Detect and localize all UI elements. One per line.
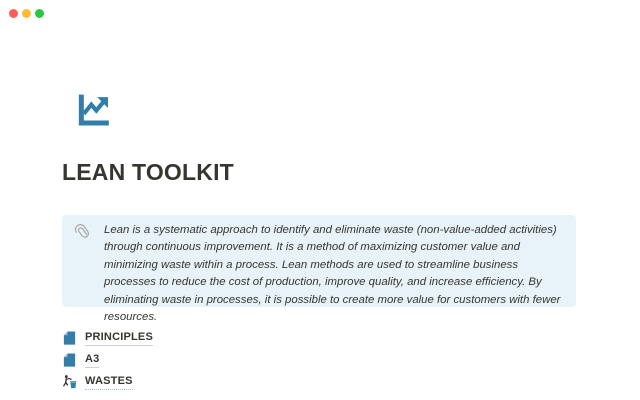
link-wastes[interactable] [62,374,153,390]
window-titlebar [9,9,44,18]
page-icon [62,352,77,368]
chart-increasing-icon[interactable] [73,90,113,131]
paperclip-icon [72,223,90,241]
link-label: PRINCIPLES [85,330,153,346]
close-button[interactable] [9,9,18,18]
link-a3[interactable] [62,352,153,368]
minimize-button[interactable] [22,9,31,18]
link-label: WASTES [85,374,133,390]
callout-text[interactable]: Lean is a systematic approach to identify and eliminate waste (non-value-added activities) through continuous improvement. It is a method of maximizing customer value and minimizing waste within a process. Lean methods are used to streamline business processes to reduce the cost of production, improve quality, and increase efficiency. By eliminating waste in processes, it is possible to create more value for customers with fewer resources. [104,224,561,324]
link-label: A3 [85,352,99,368]
zoom-button[interactable] [35,9,44,18]
callout-block[interactable] [62,215,576,324]
litter-disposal-icon [62,374,77,390]
link-principles[interactable] [62,330,153,346]
page-title[interactable]: LEAN TOOLKIT [62,159,234,185]
linked-pages-list [62,330,153,396]
page-icon [62,330,77,346]
